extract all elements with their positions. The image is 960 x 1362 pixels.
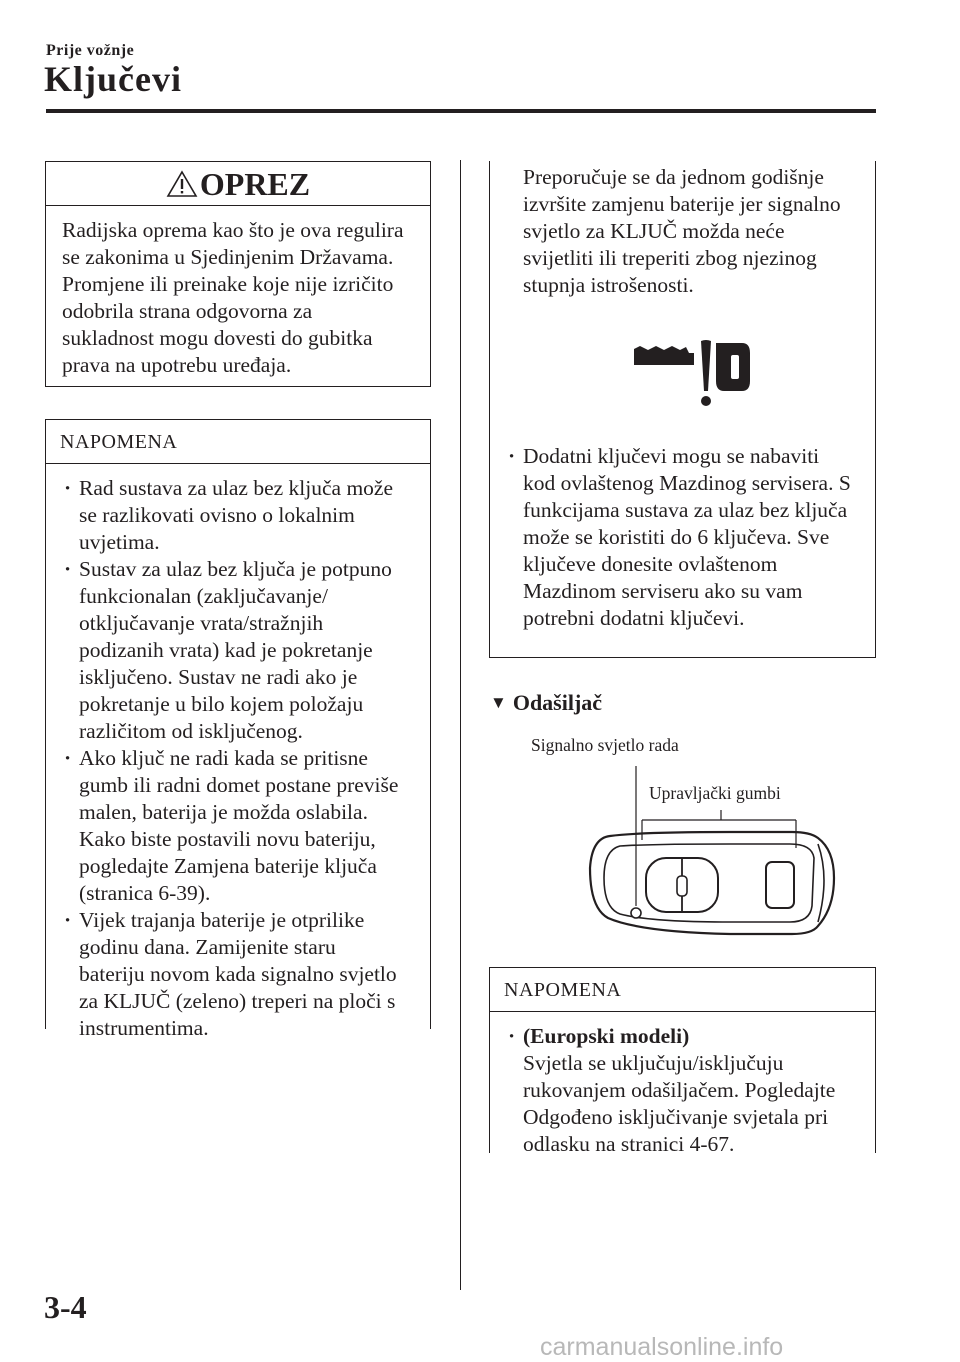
note-list bbox=[490, 1012, 875, 1158]
note-item bbox=[504, 1023, 861, 1158]
note-box-right bbox=[489, 967, 876, 1156]
note-line: Kako biste postavili novu bateriju, bbox=[79, 827, 376, 851]
page-title: Ključevi bbox=[44, 59, 182, 99]
note-line: za KLJUČ (zeleno) treperi na ploči s bbox=[79, 989, 396, 1013]
note-line: (stranica 6-39). bbox=[79, 881, 211, 905]
note-item bbox=[60, 745, 416, 907]
note-item-label: · (Europski modeli) bbox=[523, 1024, 690, 1048]
key-indicator-figure bbox=[504, 299, 861, 439]
note-title: NAPOMENA bbox=[490, 968, 875, 1012]
note-line: · Sustav za ulaz bez ključa je potpuno bbox=[79, 557, 392, 581]
note-line: Odgođeno isključivanje svjetala pri bbox=[523, 1105, 829, 1129]
note-line: bateriju novom kada signalno svjetlo bbox=[79, 962, 397, 986]
page-number: 3-4 bbox=[44, 1289, 87, 1325]
note-line: · Dodatni ključevi mogu se nabaviti bbox=[523, 444, 820, 468]
note-line: rukovanjem odašiljačem. Pogledajte bbox=[523, 1078, 836, 1102]
caution-header bbox=[46, 162, 430, 206]
note-continuation-box bbox=[489, 161, 876, 658]
note-item bbox=[60, 556, 416, 745]
note-list bbox=[504, 439, 861, 632]
column-divider bbox=[460, 160, 461, 1290]
caution-title: OPREZ bbox=[199, 166, 311, 202]
note-line: Svjetla se uključuju/isključuju bbox=[523, 1051, 784, 1075]
note-line: ključeve donesite ovlaštenom bbox=[523, 552, 778, 576]
transmitter-heading bbox=[490, 690, 602, 716]
note-line: kod ovlaštenog Mazdinog servisera. S bbox=[523, 471, 851, 495]
caution-text bbox=[46, 206, 430, 379]
continued-paragraph bbox=[504, 164, 861, 299]
watermark: carmanualsonline.info bbox=[540, 1333, 784, 1361]
note-line: Preporučuje se da jednom godišnje bbox=[523, 165, 824, 189]
caution-line: se zakonima u Sjedinjenim Državama. bbox=[62, 245, 394, 269]
note-line: potrebni dodatni ključevi. bbox=[523, 606, 745, 630]
note-line: · Ako ključ ne radi kada se pritisne bbox=[79, 746, 368, 770]
note-list bbox=[46, 464, 430, 1042]
note-line: gumb ili radni domet postane previše bbox=[79, 773, 399, 797]
caution-line: prava na upotrebu uređaja. bbox=[62, 353, 292, 377]
caution-line: Promjene ili preinake koje nije izričito bbox=[62, 272, 394, 296]
note-line: otključavanje vrata/stražnjih bbox=[79, 611, 324, 635]
note-item bbox=[504, 443, 861, 632]
note-line: godinu dana. Zamijenite staru bbox=[79, 935, 336, 959]
caution-line: sukladnost mogu dovesti do gubitka bbox=[62, 326, 373, 350]
note-box-left bbox=[45, 419, 431, 1040]
note-line: odlasku na stranici 4-67. bbox=[523, 1132, 735, 1156]
note-line: isključeno. Sustav ne radi ako je bbox=[79, 665, 358, 689]
signal-light-label: Signalno svjetlo rada bbox=[531, 735, 679, 755]
section-label: Prije vožnje bbox=[46, 42, 135, 59]
control-buttons-label: Upravljački gumbi bbox=[649, 783, 781, 803]
triangle-down-icon: ▼ bbox=[490, 693, 507, 712]
note-continuation-text bbox=[490, 164, 875, 632]
note-line: može se koristiti do 6 ključeva. Sve bbox=[523, 525, 830, 549]
note-line: se razlikovati ovisno o lokalnim bbox=[79, 503, 355, 527]
note-line: svijetliti ili treperiti zbog njezinog bbox=[523, 246, 817, 270]
caution-line: Radijska oprema kao što je ova regulira bbox=[62, 218, 404, 242]
note-line: · Vijek trajanja baterije je otprilike bbox=[79, 908, 365, 932]
note-line: Mazdinom serviseru ako su vam bbox=[523, 579, 803, 603]
note-line: pogledajte Zamjena baterije ključa bbox=[79, 854, 377, 878]
note-line: malen, baterija je možda oslabila. bbox=[79, 800, 368, 824]
note-line: izvršite zamjenu baterije jer signalno bbox=[523, 192, 841, 216]
note-line: instrumentima. bbox=[79, 1016, 209, 1040]
note-line: funkcionalan (zaključavanje/ bbox=[79, 584, 328, 608]
transmitter-heading-text: Odašiljač bbox=[512, 690, 603, 715]
note-line: funkcijama sustava za ulaz bez ključa bbox=[523, 498, 848, 522]
heading-rule bbox=[46, 109, 876, 113]
note-item bbox=[60, 907, 416, 1042]
caution-line: odobrila strana odgovorna za bbox=[62, 299, 313, 323]
note-title: NAPOMENA bbox=[46, 420, 430, 464]
transmitter-figure bbox=[580, 758, 840, 948]
note-item bbox=[60, 475, 416, 556]
note-line: stupnja istrošenosti. bbox=[523, 273, 694, 297]
note-line: · Rad sustava za ulaz bez ključa može bbox=[79, 476, 393, 500]
warning-triangle-icon bbox=[166, 170, 198, 198]
note-line: uvjetima. bbox=[79, 530, 160, 554]
note-line: pokretanje u bilo kojem položaju bbox=[79, 692, 364, 716]
note-line: podizanih vrata) kad je pokretanje bbox=[79, 638, 373, 662]
key-warning-icon bbox=[628, 329, 758, 429]
note-line: svjetlo za KLJUČ možda neće bbox=[523, 219, 785, 243]
note-line: različitom od isključenog. bbox=[79, 719, 303, 743]
caution-box bbox=[45, 161, 431, 387]
